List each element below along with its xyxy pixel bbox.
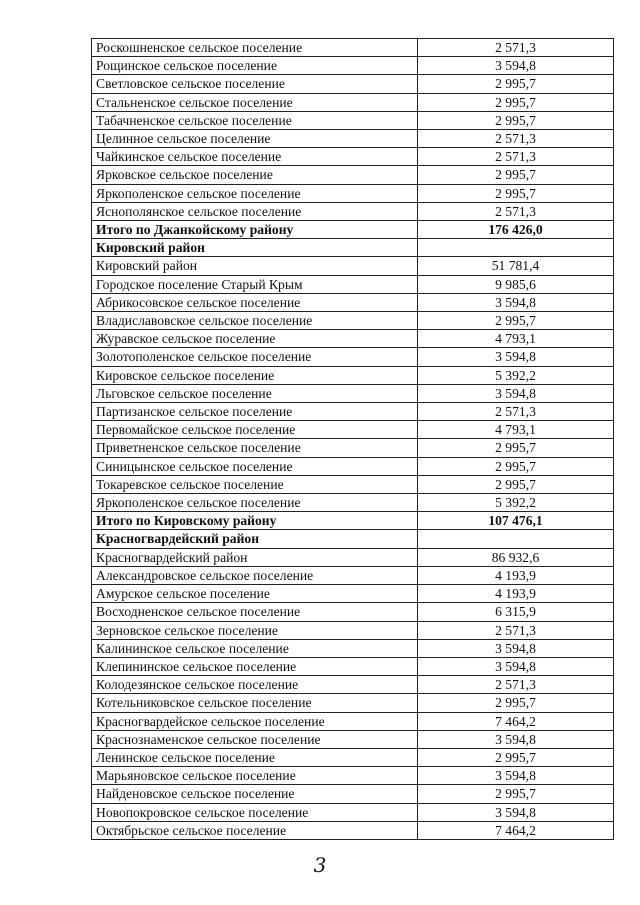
table-row — [92, 166, 614, 184]
settlement-name: Новопокровское сельское поселение — [92, 803, 418, 821]
amount-cell: 86 932,6 — [418, 548, 614, 566]
amount-cell: 5 392,2 — [418, 494, 614, 512]
table-row — [92, 748, 614, 766]
table-row — [92, 93, 614, 111]
amount-cell — [418, 239, 614, 257]
table-row — [92, 767, 614, 785]
table-row — [92, 548, 614, 566]
table-row — [92, 639, 614, 657]
table-row — [92, 366, 614, 384]
settlement-name: Чайкинское сельское поселение — [92, 148, 418, 166]
table-row — [92, 75, 614, 93]
amount-cell: 2 995,7 — [418, 111, 614, 129]
settlement-name: Колодезянское сельское поселение — [92, 676, 418, 694]
amount-cell: 4 793,1 — [418, 330, 614, 348]
amount-cell: 2 995,7 — [418, 785, 614, 803]
amount-cell: 2 995,7 — [418, 475, 614, 493]
amount-cell: 2 571,3 — [418, 39, 614, 57]
settlement-name: Ярковское сельское поселение — [92, 166, 418, 184]
page-number: 3 — [313, 853, 327, 877]
settlement-name: Зерновское сельское поселение — [92, 621, 418, 639]
table-row — [92, 439, 614, 457]
total-label: Итого по Кировскому району — [92, 512, 418, 530]
amount-cell: 4 193,9 — [418, 566, 614, 584]
table-row — [92, 130, 614, 148]
budget-allocation-table — [91, 38, 614, 840]
amount-cell: 2 995,7 — [418, 312, 614, 330]
settlement-name: Токаревское сельское поселение — [92, 475, 418, 493]
table-row — [92, 111, 614, 129]
amount-cell: 2 571,3 — [418, 621, 614, 639]
table-row — [92, 202, 614, 220]
settlement-name: Октябрьское сельское поселение — [92, 821, 418, 839]
table-row — [92, 312, 614, 330]
table-body — [92, 39, 614, 840]
table-row — [92, 621, 614, 639]
amount-cell: 2 995,7 — [418, 93, 614, 111]
amount-cell: 2 995,7 — [418, 184, 614, 202]
settlement-name: Рощинское сельское поселение — [92, 57, 418, 75]
table-row — [92, 148, 614, 166]
amount-cell: 9 985,6 — [418, 275, 614, 293]
amount-cell — [418, 530, 614, 548]
table-row — [92, 475, 614, 493]
settlement-name: Кировское сельское поселение — [92, 366, 418, 384]
amount-cell: 3 594,8 — [418, 57, 614, 75]
amount-cell: 51 781,4 — [418, 257, 614, 275]
table-row — [92, 457, 614, 475]
table-row — [92, 821, 614, 839]
table-row — [92, 694, 614, 712]
settlement-name: Журавское сельское поселение — [92, 330, 418, 348]
settlement-name: Амурское сельское поселение — [92, 585, 418, 603]
total-row — [92, 512, 614, 530]
settlement-name: Владиславовское сельское поселение — [92, 312, 418, 330]
settlement-name: Ленинское сельское поселение — [92, 748, 418, 766]
amount-cell: 4 193,9 — [418, 585, 614, 603]
table-row — [92, 421, 614, 439]
total-label: Итого по Джанкойскому району — [92, 221, 418, 239]
settlement-name: Абрикосовское сельское поселение — [92, 293, 418, 311]
settlement-name: Калининское сельское поселение — [92, 639, 418, 657]
total-row — [92, 221, 614, 239]
table-row — [92, 585, 614, 603]
table-row — [92, 494, 614, 512]
section-title: Красногвардейский район — [92, 530, 418, 548]
amount-cell: 2 995,7 — [418, 694, 614, 712]
settlement-name: Восходненское сельское поселение — [92, 603, 418, 621]
settlement-name: Приветненское сельское поселение — [92, 439, 418, 457]
amount-cell: 2 995,7 — [418, 166, 614, 184]
amount-cell: 2 571,3 — [418, 403, 614, 421]
table-row — [92, 730, 614, 748]
amount-cell: 3 594,8 — [418, 767, 614, 785]
amount-cell: 4 793,1 — [418, 421, 614, 439]
amount-cell: 2 571,3 — [418, 130, 614, 148]
table-row — [92, 566, 614, 584]
settlement-name: Красногвардейский район — [92, 548, 418, 566]
settlement-name: Золотополенское сельское поселение — [92, 348, 418, 366]
table-row — [92, 384, 614, 402]
settlement-name: Светловское сельское поселение — [92, 75, 418, 93]
settlement-name: Синицынское сельское поселение — [92, 457, 418, 475]
settlement-name: Стальненское сельское поселение — [92, 93, 418, 111]
section-title: Кировский район — [92, 239, 418, 257]
table-row — [92, 348, 614, 366]
amount-cell: 3 594,8 — [418, 639, 614, 657]
settlement-name: Краснознаменское сельское поселение — [92, 730, 418, 748]
section-header-row — [92, 530, 614, 548]
amount-cell: 5 392,2 — [418, 366, 614, 384]
table-row — [92, 275, 614, 293]
settlement-name: Красногвардейское сельское поселение — [92, 712, 418, 730]
amount-cell: 2 571,3 — [418, 676, 614, 694]
table-row — [92, 676, 614, 694]
table-row — [92, 803, 614, 821]
amount-cell: 2 995,7 — [418, 75, 614, 93]
amount-cell: 3 594,8 — [418, 384, 614, 402]
settlement-name: Кировский район — [92, 257, 418, 275]
amount-cell: 2 571,3 — [418, 148, 614, 166]
settlement-name: Яснополянское сельское поселение — [92, 202, 418, 220]
amount-cell: 3 594,8 — [418, 348, 614, 366]
table-row — [92, 184, 614, 202]
table-row — [92, 293, 614, 311]
table-row — [92, 603, 614, 621]
table-row — [92, 57, 614, 75]
settlement-name: Яркополенское сельское поселение — [92, 184, 418, 202]
settlement-name: Марьяновское сельское поселение — [92, 767, 418, 785]
amount-cell: 7 464,2 — [418, 821, 614, 839]
amount-cell: 3 594,8 — [418, 293, 614, 311]
settlement-name: Льговское сельское поселение — [92, 384, 418, 402]
section-header-row — [92, 239, 614, 257]
amount-cell: 2 995,7 — [418, 457, 614, 475]
settlement-name: Партизанское сельское поселение — [92, 403, 418, 421]
settlement-name: Табачненское сельское поселение — [92, 111, 418, 129]
settlement-name: Городское поселение Старый Крым — [92, 275, 418, 293]
settlement-name: Первомайское сельское поселение — [92, 421, 418, 439]
settlement-name: Александровское сельское поселение — [92, 566, 418, 584]
amount-cell: 6 315,9 — [418, 603, 614, 621]
amount-cell: 2 571,3 — [418, 202, 614, 220]
amount-cell: 3 594,8 — [418, 657, 614, 675]
settlement-name: Найденовское сельское поселение — [92, 785, 418, 803]
table-row — [92, 39, 614, 57]
table-row — [92, 785, 614, 803]
settlement-name: Роскошненское сельское поселение — [92, 39, 418, 57]
table-row — [92, 257, 614, 275]
table-row — [92, 403, 614, 421]
total-amount: 176 426,0 — [418, 221, 614, 239]
settlement-name: Яркополенское сельское поселение — [92, 494, 418, 512]
table-row — [92, 330, 614, 348]
amount-cell: 3 594,8 — [418, 730, 614, 748]
settlement-name: Котельниковское сельское поселение — [92, 694, 418, 712]
amount-cell: 2 995,7 — [418, 439, 614, 457]
total-amount: 107 476,1 — [418, 512, 614, 530]
amount-cell: 3 594,8 — [418, 803, 614, 821]
settlement-name: Целинное сельское поселение — [92, 130, 418, 148]
table-row — [92, 712, 614, 730]
amount-cell: 7 464,2 — [418, 712, 614, 730]
table-row — [92, 657, 614, 675]
settlement-name: Клепининское сельское поселение — [92, 657, 418, 675]
amount-cell: 2 995,7 — [418, 748, 614, 766]
